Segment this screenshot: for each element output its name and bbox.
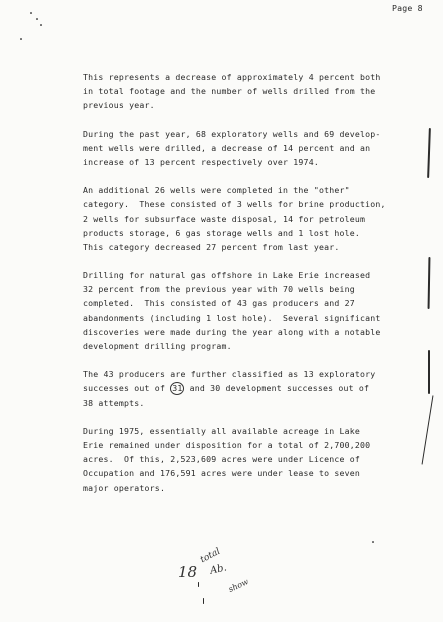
scan-speck	[372, 541, 374, 543]
text-line: discoveries were made during the year along with a notable	[83, 326, 381, 337]
handwritten-tick	[203, 598, 204, 604]
handwritten-word: show	[227, 577, 250, 594]
text-fragment: and 30 development successes out of	[184, 383, 370, 394]
document-body	[83, 70, 413, 509]
paragraph-producers-classified	[83, 367, 413, 410]
paragraph-footage-decrease	[83, 70, 413, 113]
margin-change-bar	[422, 395, 434, 464]
handwritten-number: 18	[178, 563, 198, 581]
text-line: Erie remained under disposition for a total of 2,700,200	[83, 439, 371, 450]
text-line: During the past year, 68 exploratory wells and 69 develop-	[83, 128, 381, 139]
text-line	[83, 381, 413, 395]
margin-change-bar	[427, 128, 430, 178]
handwritten-word: Ab.	[209, 562, 228, 577]
text-line: products storage, 6 gas storage wells and 1 lost hole.	[83, 227, 360, 238]
text-line: This represents a decrease of approximately 4 percent both	[83, 72, 381, 82]
text-line: The 43 producers are further classified as 13 exploratory	[83, 369, 376, 380]
text-line: 2 wells for subsurface waste disposal, 14 for petroleum	[83, 213, 366, 224]
text-line: previous year.	[83, 100, 155, 111]
scan-speck	[36, 18, 38, 20]
page-number: Page 8	[392, 3, 423, 13]
text-line: category. These consisted of 3 wells for brine production,	[83, 199, 386, 210]
paragraph-lake-erie-drilling	[83, 268, 413, 353]
text-line: During 1975, essentially all available acreage in Lake	[83, 425, 360, 436]
scan-speck	[20, 38, 22, 40]
text-line: in total footage and the number of wells drilled from the	[83, 86, 376, 97]
text-line: 38 attempts.	[83, 397, 145, 408]
text-line: major operators.	[83, 482, 166, 493]
text-line: ment wells were drilled, a decrease of 14 percent and an	[83, 142, 371, 153]
text-line: completed. This consisted of 43 gas producers and 27	[83, 298, 355, 309]
text-line: Drilling for natural gas offshore in Lake Erie increased	[83, 270, 371, 281]
text-line: 32 percent from the previous year with 70 wells being	[83, 284, 355, 295]
paragraph-other-category	[83, 183, 413, 254]
paragraph-wells-drilled	[83, 127, 413, 170]
text-line: An additional 26 wells were completed in the "other"	[83, 185, 350, 196]
margin-change-bar	[428, 350, 430, 394]
text-line: This category decreased 27 percent from last year.	[83, 241, 340, 252]
text-line: acres. Of this, 2,523,609 acres were under Licence of	[83, 454, 360, 465]
handwritten-word: total	[198, 546, 223, 566]
text-line: Occupation and 176,591 acres were under lease to seven	[83, 468, 360, 479]
handwritten-tick	[198, 582, 199, 587]
paragraph-acreage	[83, 424, 413, 495]
text-fragment: successes out of	[83, 383, 171, 394]
text-line: development drilling program.	[83, 341, 232, 351]
circled-number: 31	[172, 383, 183, 394]
margin-change-bar	[428, 257, 431, 309]
scan-speck	[30, 12, 32, 14]
text-line: increase of 13 percent respectively over 1974.	[83, 156, 319, 167]
scan-speck	[40, 24, 42, 26]
text-line: abandonments (including 1 lost hole). Several significant	[83, 312, 381, 323]
